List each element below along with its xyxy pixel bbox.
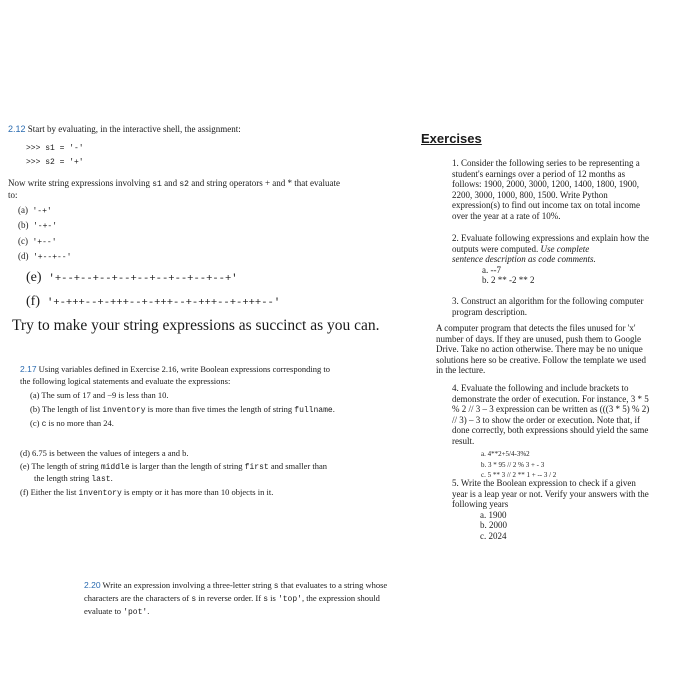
ex212-to: to: <box>8 190 18 200</box>
ex212-code-line-1: >>> s1 = '-' <box>26 144 84 153</box>
ex212-code-line-2: >>> s2 = '+' <box>26 158 84 167</box>
exercise-q4-items: a. 4**2+5/4-3%2 b. 3 * 95 // 2 % 3 + - 3 c. 5 ** 3 // 2 ** 1 + -- 3 / 2 <box>481 450 557 479</box>
ex217-item-d: (d) 6.75 is between the values of integers a and b. <box>20 448 189 458</box>
exercise-q3-description: A computer program that detects the files unused for 'x' number of days. If they are unused, push them to Google Drive. Take no action otherwise. There may be no unique solutions here so be creative. Follow the template we used in the lecture. <box>436 323 646 376</box>
ex217-item-e-line-2: the length string last. <box>34 473 113 484</box>
ex220-line-2: characters are the characters of s in reverse order. If s is 'top', the expression should <box>84 593 380 604</box>
ex217-item-f: (f) Either the list inventory is empty or it has more than 10 objects in it. <box>20 487 274 498</box>
ex212-number: 2.12 <box>8 124 26 134</box>
ex220-line-1: 2.20 Write an expression involving a three-letter string s that evaluates to a string whose <box>84 580 388 591</box>
ex212-item-f: (f) '+-+++--+-+++--+-+++--+-+++--+-+++--' <box>26 294 281 309</box>
ex212-instructions: Now write string expressions involving s1 and s2 and string operators + and * that evaluate <box>8 178 340 189</box>
exercise-q4: 4. Evaluate the following and include brackets to demonstrate the order of execution. For instance, 3 * 5 % 2 // 3 – 3 expression can be written as (((3 * 5) % 2) // 3) – 3 to show the order or execution. Note that, if done correctly, both expressions should yield the same result. <box>452 383 650 446</box>
ex217-line-2: the following logical statements and evaluate the expressions: <box>20 376 231 386</box>
ex220-number: 2.20 <box>84 580 101 590</box>
ex217-item-b: (b) The length of list inventory is more than five times the length of string fullname. <box>30 404 335 415</box>
exercise-q1: 1. Consider the following series to be representing a student's earnings over a period of 12 months as follows: 1900, 2000, 3000, 1200, 1400, 1800, 1900, 2200, 3000, 1000, 800, 1500. Write Python expression(s) to find out income tax on total income over the year at a rate of 10%. <box>452 158 640 221</box>
ex217-item-e-line-1: (e) The length of string middle is larger than the length of string first and smaller than <box>20 461 327 472</box>
ex217-item-a: (a) The sum of 17 and −9 is less than 10. <box>30 390 169 400</box>
ex212-item-e: (e) '+--+--+--+--+--+--+--+--+--+' <box>26 270 238 285</box>
exercise-q3: 3. Construct an algorithm for the following computer program description. <box>452 296 644 317</box>
ex217-item-c: (c) c is no more than 24. <box>30 418 114 429</box>
ex212-intro: 2.12 Start by evaluating, in the interactive shell, the assignment: <box>8 124 241 134</box>
exercises-heading: Exercises <box>421 131 482 146</box>
exercise-q5: 5. Write the Boolean expression to check if a given year is a leap year or not. Verify your answers with the following years a. 1900 b. 2000 c. 2024 <box>452 478 649 541</box>
ex220-line-3: evaluate to 'pot'. <box>84 606 150 617</box>
ex217-number: 2.17 <box>20 364 37 374</box>
ex212-item-a: (a) '-+' <box>18 205 52 216</box>
ex212-try-text: Try to make your string expressions as succinct as you can. <box>12 317 380 334</box>
exercise-q2: 2. Evaluate following expressions and explain how the outputs were computed. Use complete sentence description as code comments. a. --7 b. 2 ** -2 ** 2 <box>452 233 649 286</box>
ex212-item-c: (c) '+--' <box>18 236 57 247</box>
ex212-item-b: (b) '-+-' <box>18 220 58 231</box>
ex212-item-d: (d) '+--+--' <box>18 251 72 262</box>
ex217-line-1: 2.17 Using variables defined in Exercise 2.16, write Boolean expressions corresponding to <box>20 364 330 374</box>
